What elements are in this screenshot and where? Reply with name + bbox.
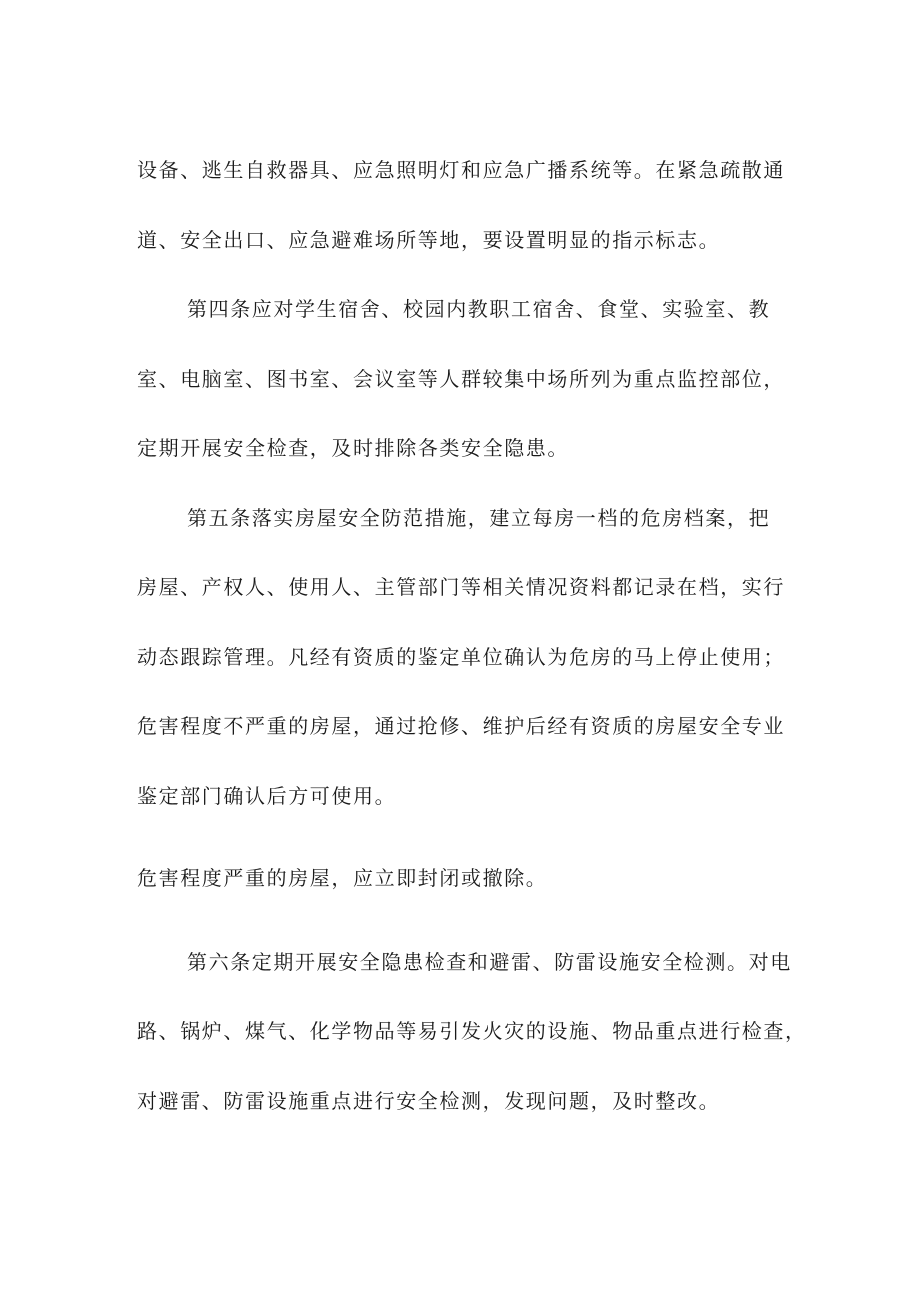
text-line: 动态跟踪管理。凡经有资质的鉴定单位确认为危房的马上停止使用； — [137, 645, 785, 669]
text-line: 设备、逃生自救器具、应急照明灯和应急广播系统等。在紧急疏散通 — [137, 158, 785, 182]
text-line: 危害程度严重的房屋，应立即封闭或撤除。 — [137, 866, 548, 890]
paragraph-article-6-start: 第六条定期开展安全隐患检查和避雷、防雷设施安全检测。对电 — [187, 950, 792, 974]
text-line: 路、锅炉、煤气、化学物品等易引发火灾的设施、物品重点进行检查， — [137, 1019, 807, 1043]
text-line: 道、安全出口、应急避难场所等地，要设置明显的指示标志。 — [137, 228, 721, 252]
text-line: 危害程度不严重的房屋，通过抢修、维护后经有资质的房屋安全专业 — [137, 714, 785, 738]
text-line: 定期开展安全检查，及时排除各类安全隐患。 — [137, 436, 569, 460]
paragraph-article-4-start: 第四条应对学生宿舍、校园内教职工宿舍、食堂、实验室、教 — [187, 297, 771, 321]
paragraph-article-5-start: 第五条落实房屋安全防范措施，建立每房一档的危房档案，把 — [187, 506, 771, 530]
text-line: 室、电脑室、图书室、会议室等人群较集中场所列为重点监控部位， — [137, 367, 785, 391]
text-line: 房屋、产权人、使用人、主管部门等相关情况资料都记录在档，实行 — [137, 575, 785, 599]
text-line: 对避雷、防雷设施重点进行安全检测，发现问题，及时整改。 — [137, 1089, 721, 1113]
text-line: 鉴定部门确认后方可使用。 — [137, 784, 397, 808]
